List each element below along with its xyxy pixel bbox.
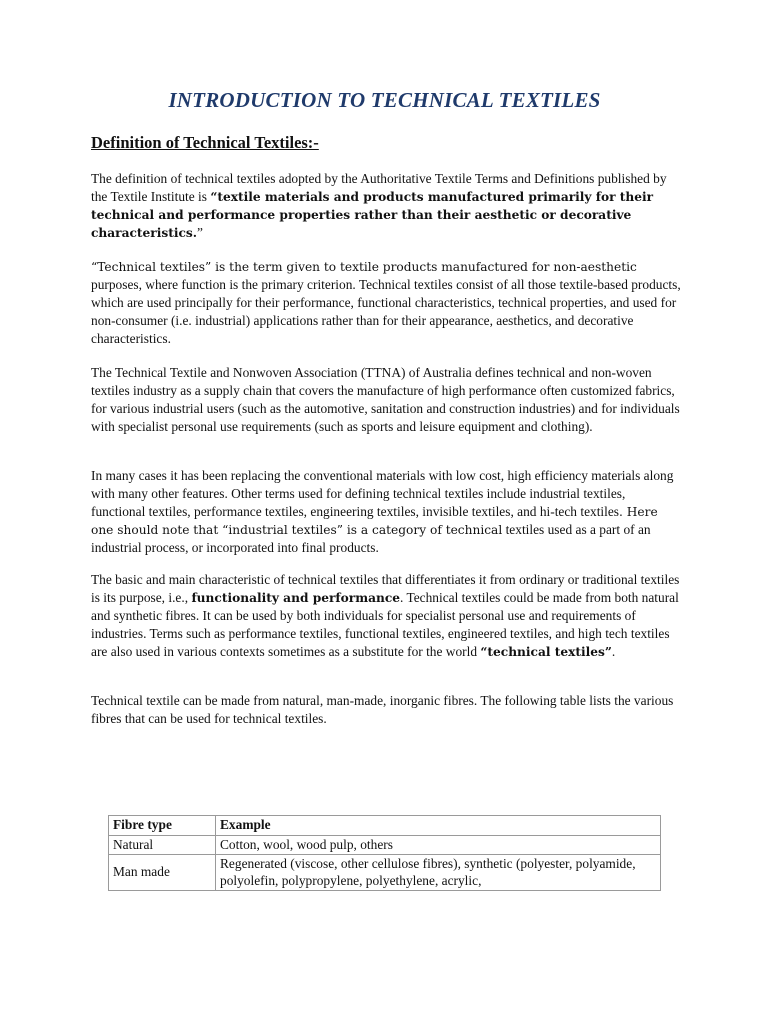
table-row bbox=[109, 855, 661, 891]
paragraph-definition bbox=[91, 170, 681, 242]
p5-bold: functionality and performance bbox=[191, 591, 401, 605]
p1-quote: “textile materials and products manufactured primarily for their technical and performance properties rather than their aesthetic or decorative characteristics. bbox=[91, 190, 654, 240]
table-cell-example: Cotton, wool, wood pulp, others bbox=[216, 835, 661, 855]
p5-text: The basic and main characteristic of technical textiles that differentiates it from ordinary or traditional textiles is its purpose, i.e., bbox=[91, 572, 680, 605]
p5-bold2: “technical textiles” bbox=[480, 645, 612, 659]
p1-end: ” bbox=[197, 225, 203, 240]
fibre-table bbox=[108, 815, 661, 891]
p5-end: . bbox=[611, 644, 616, 659]
paragraph-table-intro: Technical textile can be made from natural, man-made, inorganic fibres. The following table lists the various fibres that can be used for technical textiles. bbox=[91, 693, 674, 726]
p1-text: The definition of technical textiles adopted by the Authoritative Textile Terms and Definitions published by the Textile Institute is bbox=[91, 171, 667, 204]
table-header-row bbox=[109, 816, 661, 836]
table-cell-example: Regenerated (viscose, other cellulose fibres), synthetic (polyester, polyamide, polyolefin, polypropylene, polyethylene, acrylic, bbox=[216, 855, 661, 891]
table-cell-fibre-type: Man made bbox=[109, 855, 216, 891]
paragraph-technical-textiles bbox=[91, 258, 681, 348]
table-header-fibre-type: Fibre type bbox=[109, 816, 216, 836]
table-cell-fibre-type: Natural bbox=[109, 835, 216, 855]
p2-rest: purposes, where function is the primary criterion. Technical textiles consist of all those textile-based products, which are used principally for their performance, functional characteristics, technical properties, and used for non-consumer (i.e. industrial) applications rather than for their appearance, aesthetics, and decorative characteristics. bbox=[91, 277, 681, 346]
paragraph-replacing bbox=[91, 467, 681, 557]
p5-text2: . Technical textiles could be made from both natural and synthetic fibres. It can be used by both individuals for specialist personal use and requirements of industries. Terms such as performance textiles, functional textiles, engineered textiles, and high tech textiles are also used in various contexts sometimes as a substitute for the world bbox=[91, 590, 679, 659]
document-title: INTRODUCTION TO TECHNICAL TEXTILES bbox=[168, 88, 601, 112]
paragraph-characteristic bbox=[91, 571, 681, 661]
p4-end: textiles used as a part of an industrial process, or incorporated into final products. bbox=[91, 522, 651, 555]
table-row bbox=[109, 835, 661, 855]
p4-text: In many cases it has been replacing the conventional materials with low cost, high efficiency materials along with many other features. Other terms used for defining technical textiles include industrial textiles, functional textiles, performance textiles, engineering textiles, invisible textiles, and hi-tech textiles bbox=[91, 468, 674, 519]
table-header-example: Example bbox=[216, 816, 661, 836]
p4-tail: . Here one should note that “industrial textiles” is a category of technical bbox=[91, 505, 658, 537]
paragraph-ttna: The Technical Textile and Nonwoven Association (TTNA) of Australia defines technical and non-woven textiles industry as a supply chain that covers the manufacture of high performance often customized fabrics, for various industrial users (such as the automotive, sanitation and construction industries) and for individuals with specialist personal use requirements (such as sports and leisure equipment and clothing). bbox=[91, 365, 680, 434]
p2-lead: “Technical textiles” is the term given to textile products manufactured for non-aesthetic bbox=[91, 260, 637, 274]
section-heading: Definition of Technical Textiles:- bbox=[91, 133, 319, 152]
